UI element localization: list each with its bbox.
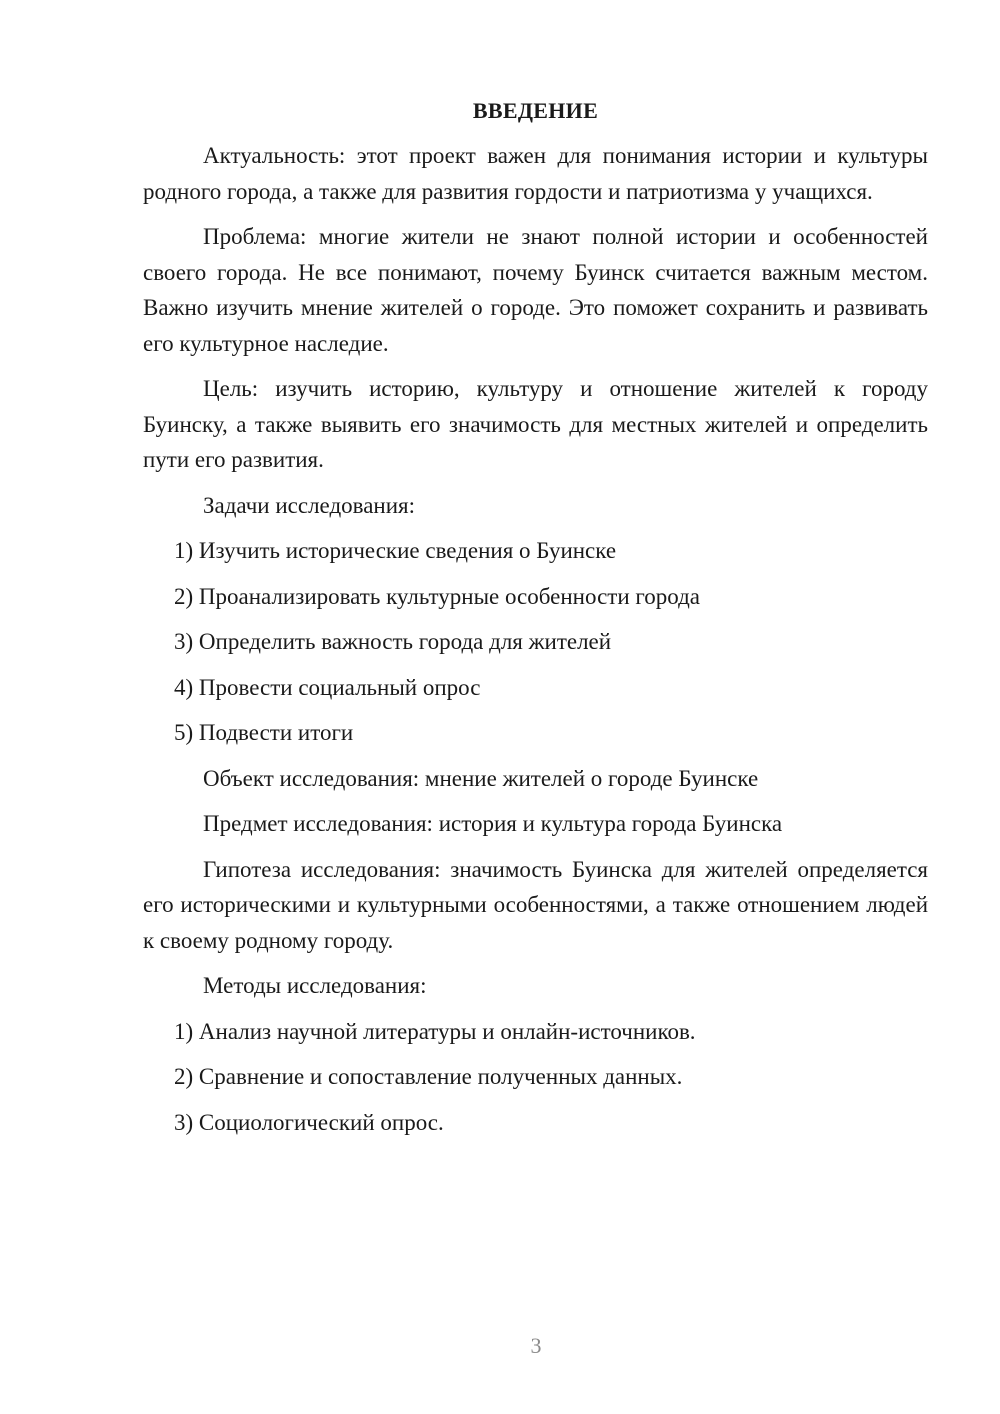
task-item: 1) Изучить исторические сведения о Буинске [174,538,617,563]
task-item: 4) Провести социальный опрос [174,674,481,700]
task-item: 5) Подвести итоги [174,720,354,745]
methods-list [143,1014,928,1141]
document-body [143,96,928,1150]
method-item: 1) Анализ научной литературы и онлайн-источников. [174,1018,696,1044]
relevance-paragraph: Актуальность: этот проект важен для понимания истории и культуры родного города, а также для развития гордости и патриотизма у учащихся. [143,143,928,204]
goal-paragraph: Цель: изучить историю, культуру и отношение жителей к городу Буинску, а также выявить его значимость для местных жителей и определить пути его развития. [143,376,928,472]
research-object: Объект исследования: мнение жителей о городе Буинске [203,765,759,791]
task-item: 2) Проанализировать культурные особенности города [174,583,700,609]
research-subject: Предмет исследования: история и культура города Буинска [203,811,783,836]
page-title: ВВЕДЕНИЕ [472,98,599,123]
method-item: 2) Сравнение и сопоставление полученных данных. [174,1064,683,1089]
tasks-heading: Задачи исследования: [203,492,416,518]
task-item: 3) Определить важность города для жителей [174,629,612,654]
page-number: 3 [530,1333,542,1358]
hypothesis-paragraph: Гипотеза исследования: значимость Буинска для жителей определяется его историческими и культурными особенностями, а также отношением людей к своему родному городу. [143,856,928,953]
problem-paragraph: Проблема: многие жители не знают полной истории и особенностей своего города. Не все понимают, почему Буинск считается важным местом. Важно изучить мнение жителей о городе. Это поможет сохранить и развивать его культурное наследие. [143,224,928,356]
method-item: 3) Социологический опрос. [174,1109,444,1135]
tasks-list [143,533,928,751]
methods-heading: Методы исследования: [203,973,427,998]
